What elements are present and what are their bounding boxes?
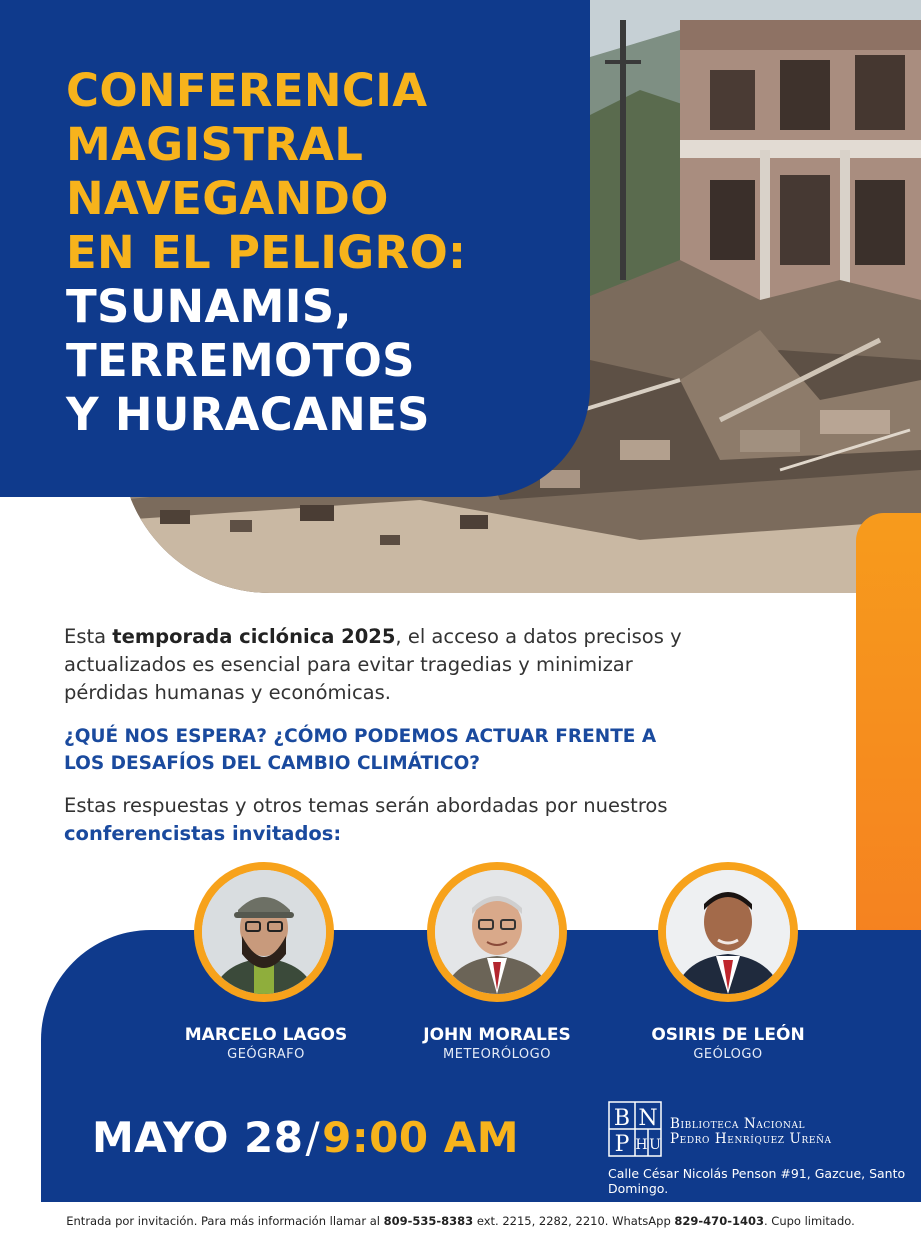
- title-line: Y HURACANES: [66, 388, 430, 441]
- conference-title: [66, 64, 586, 442]
- person-portrait-icon: [666, 870, 790, 994]
- title-panel: [0, 0, 590, 497]
- event-date: MAYO 28: [92, 1113, 304, 1162]
- event-time: 9:00 AM: [322, 1113, 520, 1162]
- title-line: MAGISTRAL: [66, 118, 364, 171]
- speaker-role: GEÓLOGO: [693, 1047, 763, 1062]
- footer-note: [0, 1214, 921, 1228]
- footer-whatsapp: 829-470-1403: [674, 1214, 764, 1228]
- library-name: [670, 1117, 832, 1147]
- answer-paragraph: [64, 792, 704, 848]
- intro-prefix: Esta: [64, 625, 113, 648]
- speaker-photo-john-morales: [427, 862, 567, 1002]
- bnphu-logo-mark: [608, 1101, 662, 1157]
- title-line: TERREMOTOS: [66, 334, 415, 387]
- orange-accent-bar: [856, 513, 921, 938]
- answer-text: Estas respuestas y otros temas serán abordadas por nuestros: [64, 794, 668, 817]
- title-line: NAVEGANDO: [66, 172, 389, 225]
- library-logo: [608, 1101, 908, 1161]
- footer-text: Entrada por invitación. Para más información llamar al: [66, 1214, 384, 1228]
- event-date-time: [92, 1113, 519, 1162]
- date-time-separator: /: [305, 1113, 321, 1162]
- logo-letter: U: [649, 1137, 661, 1153]
- library-name-line: Biblioteca Nacional: [670, 1116, 806, 1132]
- footer-phone: 809-535-8383: [383, 1214, 474, 1228]
- logo-letter: P: [614, 1132, 630, 1157]
- footer-text: ext. 2215, 2282, 2210. WhatsApp: [473, 1214, 675, 1228]
- title-line: TSUNAMIS,: [66, 280, 352, 333]
- speaker-name: JOHN MORALES: [423, 1025, 571, 1045]
- intro-paragraph: [64, 623, 684, 707]
- logo-letter: H: [635, 1137, 648, 1153]
- intro-suffix: , el acceso a datos precisos y actualizados es esencial para evitar tragedias y minimizar pérdidas humanas y económicas.: [64, 625, 682, 704]
- person-portrait-icon: [435, 870, 559, 994]
- speaker-photo-osiris-de-leon: [658, 862, 798, 1002]
- speaker-role: GEÓGRAFO: [227, 1047, 305, 1062]
- speaker-name: OSIRIS DE LEÓN: [651, 1025, 805, 1045]
- person-portrait-icon: [202, 870, 326, 994]
- title-line: CONFERENCIA: [66, 64, 428, 117]
- speaker-photo-marcelo-lagos: [194, 862, 334, 1002]
- venue-address: Calle César Nicolás Penson #91, Gazcue, Santo Domingo.: [608, 1166, 906, 1196]
- speaker-role: METEORÓLOGO: [443, 1047, 551, 1062]
- question-heading: ¿QUÉ NOS ESPERA? ¿CÓMO PODEMOS ACTUAR FRENTE A LOS DESAFÍOS DEL CAMBIO CLIMÁTICO?: [64, 726, 657, 774]
- answer-highlight: conferencistas invitados:: [64, 822, 342, 845]
- logo-letter: B: [613, 1106, 631, 1131]
- title-line: EN EL PELIGRO:: [66, 226, 467, 279]
- intro-highlight: temporada ciclónica 2025: [112, 625, 396, 648]
- speaker-name: MARCELO LAGOS: [184, 1025, 348, 1045]
- library-name-line: Pedro Henríquez Ureña: [670, 1131, 832, 1147]
- logo-letter: N: [638, 1106, 658, 1131]
- footer-text: . Cupo limitado.: [763, 1214, 855, 1228]
